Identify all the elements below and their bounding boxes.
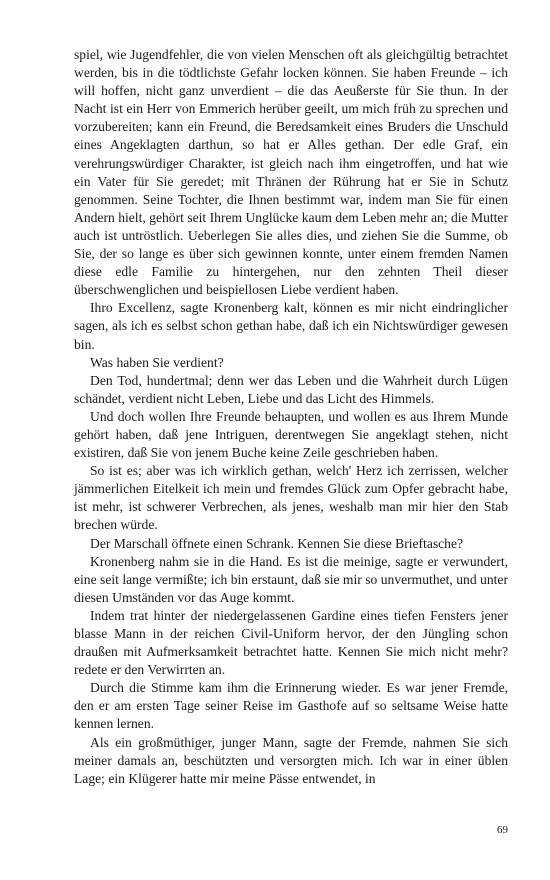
paragraph: So ist es; aber was ich wirklich gethan, welch' Herz ich zerrissen, welcher jämmerlichen Eitelkeit ich mein und fremdes Glück zum Opfer gebracht habe, ist mehr, ist schwerer Verbrechen, als jenes, weshalb man mir hier den Stab brechen würde.: [74, 463, 508, 533]
paragraph: Durch die Stimme kam ihm die Erinnerung wieder. Es war jener Fremde, den er am ersten Tage seiner Reise im Gasthofe auf so seltsame Weise hatte kennen lernen.: [74, 680, 508, 732]
page-number: 69: [497, 824, 508, 836]
paragraph: Der Marschall öffnete einen Schrank. Kennen Sie diese Brieftasche?: [90, 535, 464, 551]
paragraph: Was haben Sie verdient?: [90, 354, 224, 370]
paragraph: Indem trat hinter der niedergelassenen Gardine eines tiefen Fensters jener blasse Mann in der reichen Civil-Uniform hervor, der den Jüngling schon draußen mit Aufmerksamkeit betrachtet hatte. Kennen Sie mich nicht mehr? redete er den Verwirrten an.: [74, 607, 508, 678]
paragraph: spiel, wie Jugendfehler, die von vielen Menschen oft als gleichgültig betrachtet werden, bis in die tödtlichste Gefahr locken können. Sie haben Freunde – ich will hoffen, nicht ganz unverdient – die das Aeußerste für Sie thun. In der Nacht ist ein Herr von Emmerich herüber geeilt, um mich früh zu sprechen und vorzubereiten; kann ein Freund, die Beredsamkeit eines Bruders die Unschuld eines Angeklagten darthun, so hat er Alles gethan. Der edle Graf, ein verehrungswürdiger Charakter, ist gleich nach ihm eingetroffen, und hat wie ein Vater für Sie geredet; mit Thränen der Rührung hat er Sie in Schutz genommen. Seine Tochter, die Ihnen bestimmt war, indem man Sie für einen Andern hielt, gehört seit Ihrem Unglücke kaum dem Leben mehr an; die Mutter auch ist untröstlich. Ueberlegen Sie alles dies, und ziehen Sie die Summe, ob Sie, der so lange es über sich gewinnen konnte, unter einem fremden Namen diese edle Familie zu hintergehen, nur den zehnten Theil dieser überschwenglichen und beispiellosen Liebe verdient haben.: [74, 47, 508, 298]
paragraph: Ihro Excellenz, sagte Kronenberg kalt, können es mir nicht eindringlicher sagen, als ich es selbst schon gethan habe, daß ich ein Nichtswürdiger gewesen bin.: [74, 300, 508, 352]
book-page-text: [74, 46, 508, 788]
paragraph: Kronenberg nahm sie in die Hand. Es ist die meinige, sagte er verwundert, eine seit lange vermißte; ich bin erstaunt, daß sie mir so unvermuthet, und unter diesen Umständen vor das Auge kommt.: [74, 553, 508, 605]
paragraph: Als ein großmüthiger, junger Mann, sagte der Fremde, nahmen Sie sich meiner damals an, beschützten und versorgten mich. Ich war in einer üblen Lage; ein Klügerer hatte mir meine Pässe entwendet, in: [74, 734, 508, 786]
paragraph: Den Tod, hundertmal; denn wer das Leben und die Wahrheit durch Lügen schändet, verdient nicht Leben, Liebe und das Licht des Himmels.: [74, 372, 508, 406]
paragraph: Und doch wollen Ihre Freunde behaupten, und wollen es aus Ihrem Munde gehört haben, daß jene Intriguen, derentwegen Sie angeklagt stehen, nicht existiren, daß Sie von jenem Buche keine Zeile geschrieben haben.: [74, 408, 508, 461]
